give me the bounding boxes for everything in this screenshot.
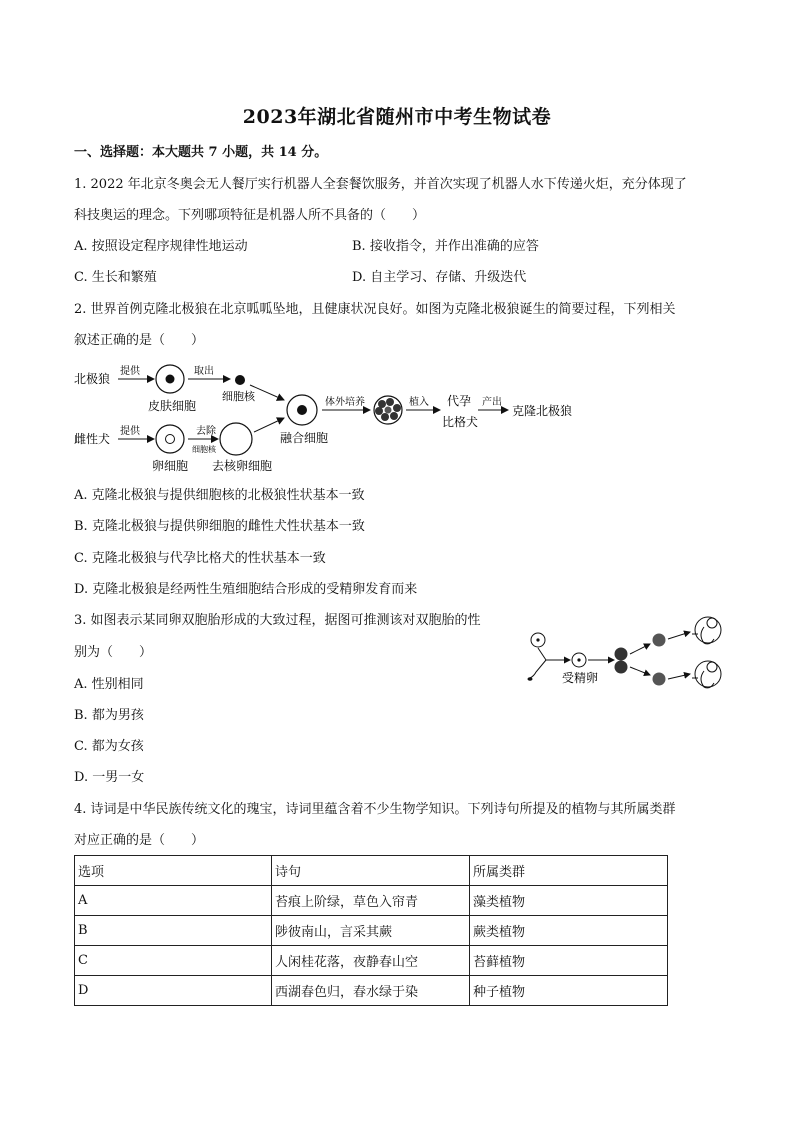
q2-stem-line1: 2. 世界首例克隆北极狼在北京呱呱坠地，且健康状况良好。如图为克隆北极狼诞生的简要过程，下列相关 xyxy=(74,302,676,317)
q3-option-a: A. 性别相同 xyxy=(74,677,144,692)
cell-option: A xyxy=(75,886,272,916)
label-female-dog: 雌性犬 xyxy=(74,432,111,446)
label-culture: 体外培养 xyxy=(325,397,365,408)
split-cell-top xyxy=(653,634,666,647)
table-row xyxy=(75,946,668,976)
cell-group: 种子植物 xyxy=(470,976,668,1006)
q4-stem-line2: 对应正确的是（ ） xyxy=(74,833,205,848)
fused-cell-nucleus xyxy=(297,405,307,415)
q2-option-c: C. 克隆北极狼与代孕比格犬的性状基本一致 xyxy=(74,551,326,566)
cell-option: C xyxy=(75,946,272,976)
cell-poem: 苔痕上阶绿，草色入帘青 xyxy=(272,886,470,916)
label-take-out: 取出 xyxy=(194,366,214,377)
q1-stem-line2: 科技奥运的理念。下列哪项特征是机器人所不具备的（ ） xyxy=(74,208,426,223)
cell-poem: 陟彼南山，言采其蕨 xyxy=(272,916,470,946)
label-nucleus: 细胞核 xyxy=(222,390,255,403)
two-cell-bottom xyxy=(615,661,628,674)
split-cell-bottom xyxy=(653,673,666,686)
label-produce: 产出 xyxy=(482,397,502,408)
q1-option-d: D. 自主学习、存储、升级迭代 xyxy=(352,270,527,285)
poem-plant-table xyxy=(74,855,668,1006)
q3-option-d: D. 一男一女 xyxy=(74,770,145,785)
q2-option-d: D. 克隆北极狼是经两性生殖细胞结合形成的受精卵发育而来 xyxy=(74,582,418,597)
enucleated-egg-shape xyxy=(220,423,252,455)
header-poem: 诗句 xyxy=(272,856,470,886)
cell-option: D xyxy=(75,976,272,1006)
label-remove-sub: 细胞核 xyxy=(192,445,216,454)
q1-option-c: C. 生长和繁殖 xyxy=(74,270,157,285)
cell-group: 蕨类植物 xyxy=(470,916,668,946)
label-egg-cell: 卵细胞 xyxy=(152,459,189,473)
cell-poem: 西湖春色归，春水绿于染 xyxy=(272,976,470,1006)
label-provide-1: 提供 xyxy=(120,366,140,377)
label-implant: 植入 xyxy=(409,397,429,408)
q3-option-c: C. 都为女孩 xyxy=(74,739,144,754)
label-clone: 克隆北极狼 xyxy=(512,404,573,418)
q3-stem-line2: 别为（ ） xyxy=(74,645,153,660)
q3-option-b: B. 都为男孩 xyxy=(74,708,144,723)
q4-stem-line1: 4. 诗词是中华民族传统文化的瑰宝，诗词里蕴含着不少生物学知识。下列诗句所提及的植物与其所属类群 xyxy=(74,802,676,817)
label-wolf: 北极狼 xyxy=(74,372,111,386)
cell-group: 藻类植物 xyxy=(470,886,668,916)
fetus-top-icon xyxy=(692,617,721,644)
q2-stem-line2: 叙述正确的是（ ） xyxy=(74,333,205,348)
cell-poem: 人闲桂花落，夜静春山空 xyxy=(272,946,470,976)
page-title: 2023年湖北省随州市中考生物试卷 xyxy=(242,106,552,128)
nucleus-shape xyxy=(235,375,245,385)
label-skin-cell: 皮肤细胞 xyxy=(148,399,197,413)
header-option: 选项 xyxy=(75,856,272,886)
label-surrogate-1: 代孕 xyxy=(447,394,472,408)
sperm-shape xyxy=(530,660,546,678)
label-fused-cell: 融合细胞 xyxy=(280,431,329,445)
q1-stem-line1: 1. 2022 年北京冬奥会无人餐厅实行机器人全套餐饮服务，并首次实现了机器人水下传递火炬，充分体现了 xyxy=(74,177,687,192)
table-row xyxy=(75,976,668,1006)
q2-option-b: B. 克隆北极狼与提供卵细胞的雌性犬性状基本一致 xyxy=(74,519,365,534)
cell-option: B xyxy=(75,916,272,946)
q3-stem-line1: 3. 如图表示某同卵双胞胎形成的大致过程，据图可推测该对双胞胎的性 xyxy=(74,613,481,628)
label-zygote: 受精卵 xyxy=(562,671,599,685)
table-header-row xyxy=(75,856,668,886)
label-provide-2: 提供 xyxy=(120,426,140,437)
two-cell-top xyxy=(615,648,628,661)
skin-cell-nucleus xyxy=(166,375,175,384)
table-row xyxy=(75,916,668,946)
label-remove: 去除 xyxy=(196,426,216,437)
q1-option-b: B. 接收指令，并作出准确的应答 xyxy=(352,239,539,254)
q2-option-a: A. 克隆北极狼与提供细胞核的北极狼性状基本一致 xyxy=(74,488,365,503)
embryo-cluster xyxy=(374,396,402,424)
header-group: 所属类群 xyxy=(470,856,668,886)
label-surrogate-2: 比格犬 xyxy=(442,415,479,429)
label-enucleated-egg: 去核卵细胞 xyxy=(212,459,273,473)
section-heading: 一、选择题：本大题共 7 小题，共 14 分。 xyxy=(74,145,328,160)
fetus-bottom-icon xyxy=(692,661,721,688)
table-row xyxy=(75,886,668,916)
twins-formation-diagram xyxy=(522,612,732,702)
q1-option-a: A. 按照设定程序规律性地运动 xyxy=(74,239,248,254)
cloning-process-diagram xyxy=(70,360,590,475)
cell-group: 苔藓植物 xyxy=(470,946,668,976)
egg-cell-nucleus xyxy=(166,435,175,444)
